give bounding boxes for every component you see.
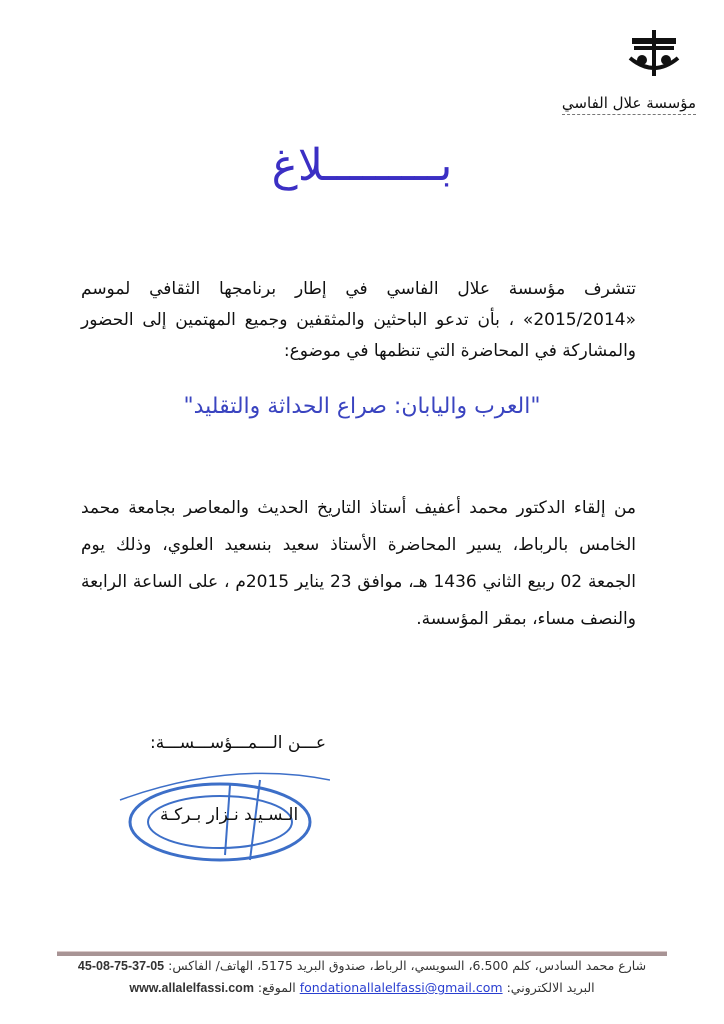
details-paragraph: من إلقاء الدكتور محمد أعفيف أستاذ التاريخ الحديث والمعاصر بجامعة محمد الخامس بالرباط، يسير المحاضرة الأستاذ سعيد بنسعيد العلوي، وذلك يوم الجمعة 02 ربيع الثاني 1436 هـ، موافق 23 يناير 2015م ، على الساعة الرابعة والنصف مساء، بمقر المؤسسة.	[81, 498, 636, 629]
footer-contact	[57, 980, 667, 995]
document-title: بـــــــــلاغ	[271, 140, 453, 191]
lecture-subject: "العرب واليابان: صراع الحداثة والتقليد"	[183, 394, 541, 419]
site-label: الموقع:	[257, 980, 296, 995]
email-link[interactable]: fondationallalelfassi@gmail.com	[299, 980, 503, 995]
email-label: البريد الالكتروني:	[506, 980, 595, 995]
org-name: مؤسسة علال الفاسي	[562, 94, 696, 115]
footer-divider	[57, 951, 667, 956]
signature-from: عـــن الـــمـــؤســـســـة:	[150, 733, 326, 753]
signatory-name: الـسـيـد نـزار بـركـة	[160, 805, 299, 825]
footer-address	[57, 958, 667, 973]
address-text: شارع محمد السادس، كلم 6.500، السويسي، الرباط، صندوق البريد 5175، الهاتف/ الفاكس:	[168, 958, 647, 973]
website-link[interactable]: www.allalelfassi.com	[129, 981, 254, 995]
foundation-logo	[624, 28, 684, 78]
phone-number: 05-37-75-08-45	[77, 959, 165, 973]
intro-paragraph: تتشرف مؤسسة علال الفاسي في إطار برنامجها الثقافي لموسم «2015/2014» ، بأن تدعو الباحثين والمثقفين وجميع المهتمين إلى الحضور والمشاركة في المحاضرة التي تنظمها في موضوع:	[81, 279, 636, 361]
